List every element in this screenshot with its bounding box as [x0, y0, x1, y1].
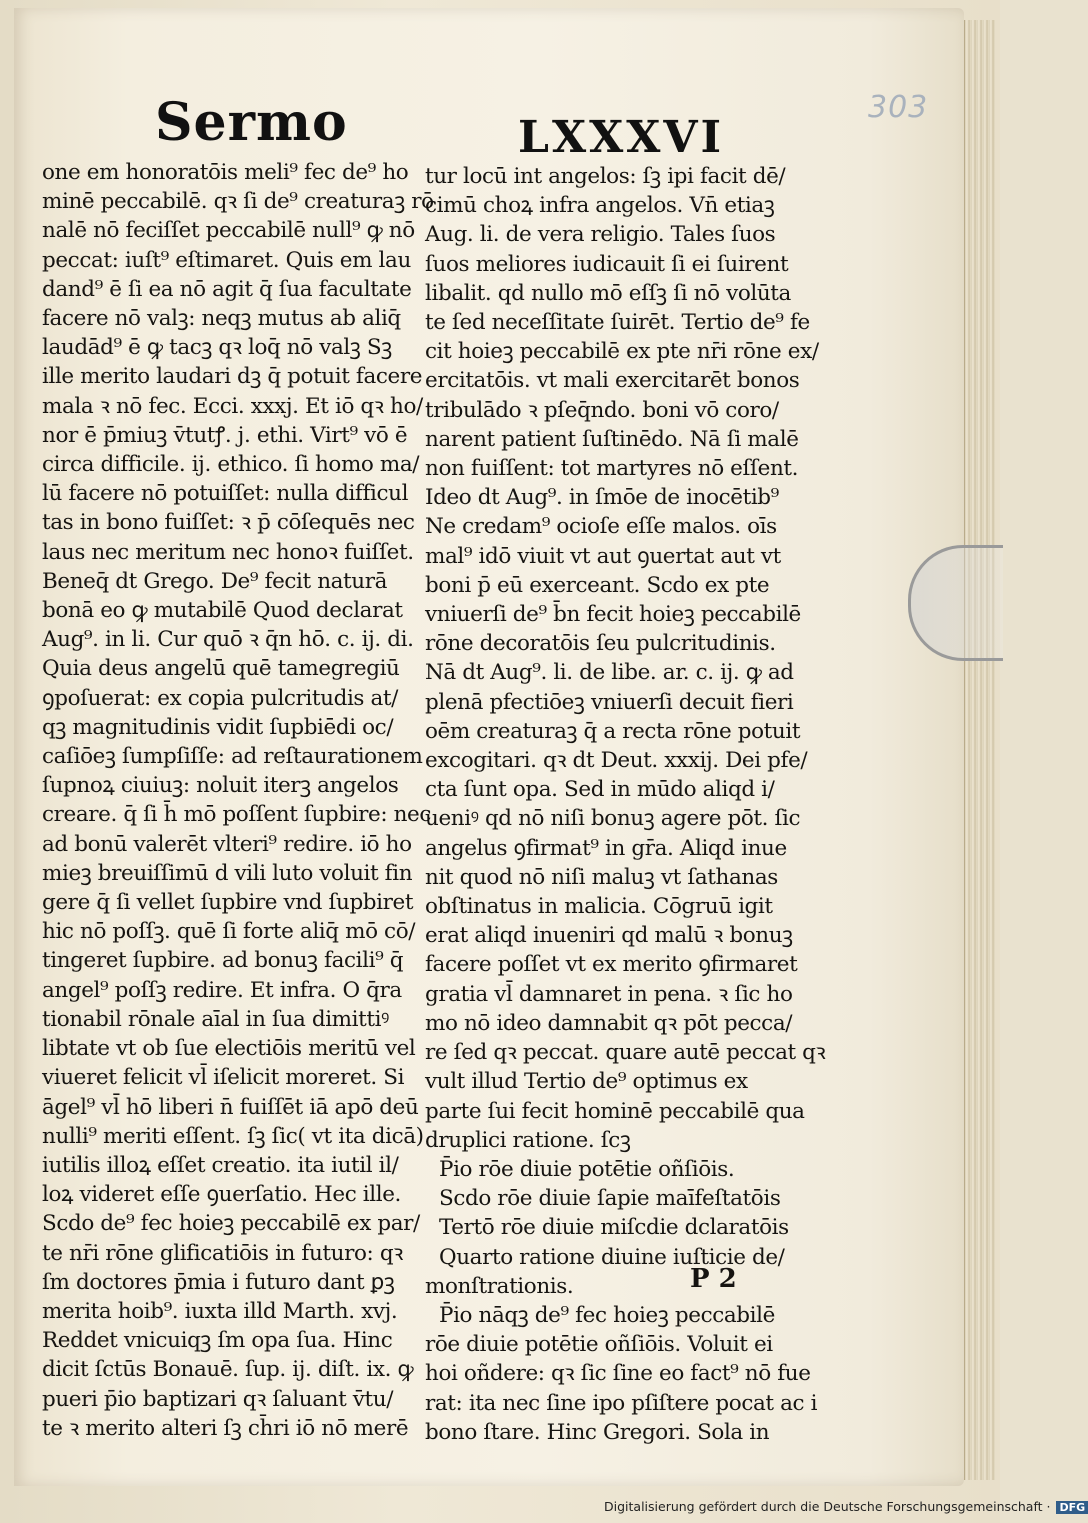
text-line: hoi oñdere: qꝛ ſic ſine eo fact⁹ nō fue — [425, 1361, 811, 1387]
text-line: Aug. li. de vera religio. Tales ſuos — [425, 222, 776, 248]
text-line: Scdo rōe diuie ſapie maīfeſtatōis — [439, 1186, 781, 1212]
text-line: non fuiſſent: tot martyres nō eſſent. — [425, 456, 799, 482]
text-line: laus nec meritum nec honoꝛ fuiſſet. — [42, 539, 414, 565]
text-line: ille merito laudari dꝫ q̄ potuit facere — [42, 364, 423, 390]
text-line: hic nō poſſꝫ. quē ſi forte aliq̄ mō cō/ — [42, 919, 416, 945]
text-line: parte ſui fecit hominē peccabilē qua — [425, 1098, 805, 1124]
text-line: Ideo dt Aug⁹. in ſmōe de inocētib⁹ — [425, 485, 779, 511]
text-line: rōe diuie potētie oñſiōis. Voluit ei — [425, 1332, 773, 1358]
handwritten-folio-number: 303 — [868, 90, 929, 125]
text-line: narent patient ſuſtinēdo. Nā ſi malē — [425, 426, 799, 452]
text-line: rat: ita nec ſine ipo pſiſtere pocat ac i — [425, 1390, 818, 1416]
credit-text: Digitalisierung gefördert durch die Deutsche Forschungsgemeinschaft · — [604, 1499, 1051, 1514]
text-line: cit hoieꝫ peccabilē ex pte nr̄i rōne ex/ — [425, 339, 819, 365]
text-line: Tertō rōe diuie miſcdie dclaratōis — [439, 1215, 789, 1241]
text-line: caſiōeꝫ ſumpſiſſe: ad reſtaurationem — [42, 744, 423, 770]
text-line: viueret felicit vl̄ iſelicit moreret. Si — [42, 1065, 405, 1091]
text-line: Scdo de⁹ fec hoieꝫ peccabilē ex par/ — [42, 1211, 420, 1237]
digitization-credit — [604, 1499, 1088, 1514]
text-line: one em honoratōis meli⁹ fec de⁹ ho — [42, 160, 409, 185]
text-line: laudād⁹ ē ꝙ tacꝫ qꝛ loq̄ nō valꝫ Sꝫ — [42, 335, 392, 361]
text-line: mo nō ideo damnabit qꝛ pōt pecca/ — [425, 1010, 793, 1036]
text-line: nit quod nō niſi maluꝫ vt ſathanas — [425, 864, 778, 890]
text-line: P̄io rōe diuie potētie oñſiōis. — [439, 1156, 735, 1182]
dfg-logo: DFG — [1056, 1501, 1088, 1514]
text-column-left — [42, 158, 434, 1443]
text-line: circa difficile. ij. ethico. ſi homo ma/ — [42, 452, 420, 478]
text-line: tur locū int angelos: ſꝫ ipi facit dē/ — [425, 164, 786, 189]
text-line: oēm creaturaꝫ q̄ a recta rōne potuit — [425, 718, 801, 744]
text-line: ad bonū valerēt vlteri⁹ redire. iō ho — [42, 831, 412, 857]
text-line: ercitatōis. vt mali exercitarēt bonos — [425, 368, 800, 394]
text-line: nalē nō feciſſet peccabilē null⁹ ꝙ nō — [42, 218, 415, 244]
text-line: boni p̄ eū exerceant. Scdo ex pte — [425, 572, 770, 598]
text-line: nor ē p̄miuꝫ v̄tutꝭ. j. ethi. Virt⁹ vō ē — [42, 422, 408, 448]
text-line: facere nō valꝫ: neqꝫ mutus ab aliq̄ — [42, 306, 401, 332]
text-line: pueri p̄io baptizari qꝛ ſaluant v̄tu/ — [42, 1386, 394, 1412]
text-line: te nr̄i rōne glificatiōis in futuro: qꝛ — [42, 1240, 403, 1266]
text-line: Beneq̄ dt Grego. De⁹ fecit naturā — [42, 568, 388, 594]
text-line: Ne credam⁹ ocioſe eſſe malos. oīs — [425, 514, 777, 540]
text-line: libalit. qd nullo mō eſſꝫ ſi nō volūta — [425, 280, 791, 306]
text-line: ſupnoꝝ ciuiuꝫ: noluit iterꝫ angelos — [42, 773, 399, 799]
text-line: mieꝫ breuiſſimū d vili luto voluit fin — [42, 860, 413, 886]
text-line: mal⁹ idō viuit vt aut ꝯuertat aut vt — [425, 543, 781, 569]
text-line: plenā pfectiōeꝫ vniuerſi decuit fieri — [425, 689, 794, 715]
running-head-left: Sermo — [155, 92, 348, 153]
text-line: Quarto ratione diuine iuſticie de/ — [439, 1244, 785, 1270]
text-line: ꝯpoſuerat: ex copia pulcritudis at/ — [42, 685, 399, 711]
text-line: angel⁹ poſſꝫ redire. Et infra. O q̄ra — [42, 977, 402, 1003]
text-line: ſuos meliores iudicauit ſi ei ſuirent — [425, 251, 789, 277]
text-line: Quia deus angelū quē tamegregiū — [42, 656, 400, 682]
page-edges — [964, 20, 995, 1480]
text-line: āgel⁹ vl̄ hō liberi n̄ fuiſſēt iā apō deū — [42, 1094, 419, 1120]
text-line: loꝝ videret eſſe ꝯuerſatio. Hec ille. — [42, 1182, 401, 1208]
text-line: tribulādo ꝛ pſeq̄ndo. boni vō coro/ — [425, 397, 779, 423]
text-line: vniuerſi de⁹ b̄n fecit hoieꝫ peccabilē — [425, 602, 801, 628]
text-line: druplici ratione. ſcꝫ — [425, 1127, 631, 1153]
text-line: re ſed qꝛ peccat. quare autē peccat qꝛ — [425, 1040, 826, 1066]
paper-clip — [908, 545, 1003, 661]
text-line: iutilis illoꝝ eſſet creatio. ita iutil il/ — [42, 1152, 399, 1178]
text-line: facere poſſet vt ex merito ꝯfirmaret — [425, 952, 798, 978]
text-line: Reddet vnicuiqꝫ ſm opa ſua. Hinc — [42, 1328, 393, 1354]
text-line: tingeret ſupbire. ad bonuꝫ facili⁹ q̄ — [42, 948, 404, 974]
text-line: cimū choꝝ infra angelos. Vn̄ etiaꝫ — [425, 193, 775, 219]
text-line: nulli⁹ meriti eſſent. ſꝫ ſic( vt ita dicā) — [42, 1123, 424, 1149]
text-line: minē peccabilē. qꝛ ſi de⁹ creaturaꝫ rō — [42, 189, 434, 215]
text-line: dicit ſctūs Bonauē. ſup. ij. diſt. ix. ꝙ — [42, 1357, 414, 1383]
text-line: qꝫ magnitudinis vidit ſupbiēdi oc/ — [42, 714, 394, 740]
text-line: te ꝛ merito alteri ſꝫ ch̄ri iō nō merē — [42, 1415, 409, 1441]
text-line: tas in bono fuiſſet: ꝛ p̄ cōſequēs nec — [42, 510, 415, 536]
text-line: ſm doctores p̄mia i futuro dant ꝑꝫ — [42, 1269, 395, 1295]
text-line: lū facere nō potuiſſet: nulla difficul — [42, 481, 409, 507]
text-line: vult illud Tertio de⁹ optimus ex — [425, 1069, 748, 1095]
text-line: monſtrationis. — [425, 1273, 574, 1299]
running-head-right: LXXXVI — [518, 112, 725, 163]
text-line: peccat: iuſt⁹ eſtimaret. Quis em lau — [42, 247, 411, 273]
signature-mark: P 2 — [690, 1264, 737, 1294]
text-line: Aug⁹. in li. Cur quō ꝛ q̄n hō. c. ij. di. — [42, 627, 414, 653]
text-line: gere q̄ ſi vellet ſupbire vnd ſupbiret — [42, 890, 414, 916]
text-line: P̄io nāqꝫ de⁹ fec hoieꝫ peccabilē — [439, 1302, 775, 1328]
text-line: angelus ꝯfirmat⁹ in gr̄a. Aliqd inue — [425, 835, 787, 861]
text-line: te ſed neceſſitate ſuirēt. Tertio de⁹ fe — [425, 310, 810, 336]
text-line: merita hoib⁹. iuxta illd Marth. xvj. — [42, 1298, 398, 1324]
text-line: creare. q̄ ſi h̄ mō poſſent ſupbire: nec — [42, 802, 432, 828]
text-line: ueniꝰ qd nō niſi bonuꝫ agere pōt. ſic — [425, 806, 801, 832]
text-line: gratia vl̄ damnaret in pena. ꝛ ſic ho — [425, 981, 793, 1007]
text-line: Nā dt Aug⁹. li. de libe. ar. c. ij. ꝙ ad — [425, 660, 794, 686]
text-line: cta ſunt opa. Sed in mūdo aliqd i/ — [425, 777, 775, 803]
text-line: mala ꝛ nō fec. Ecci. xxxj. Et iō qꝛ ho/ — [42, 393, 423, 419]
text-line: dand⁹ ē ſi ea nō agit q̄ ſua facultate — [42, 276, 412, 302]
text-line: excogitari. qꝛ dt Deut. xxxij. Dei pfe/ — [425, 748, 808, 774]
text-line: libtate vt ob ſue electiōis meritū vel — [42, 1036, 416, 1062]
text-column-right — [425, 162, 826, 1447]
text-line: rōne decoratōis ſeu pulcritudinis. — [425, 631, 776, 657]
text-line: bonā eo ꝙ mutabilē Quod declarat — [42, 598, 403, 624]
text-line: erat aliqd inueniri qd malū ꝛ bonuꝫ — [425, 923, 793, 949]
text-line: obſtinatus in malicia. Cōgruū igit — [425, 894, 773, 920]
text-line: bono ſtare. Hinc Gregori. Sola in — [425, 1419, 770, 1445]
text-line: tionabil rōnale aīal in ſua dimittiꝰ — [42, 1006, 389, 1032]
